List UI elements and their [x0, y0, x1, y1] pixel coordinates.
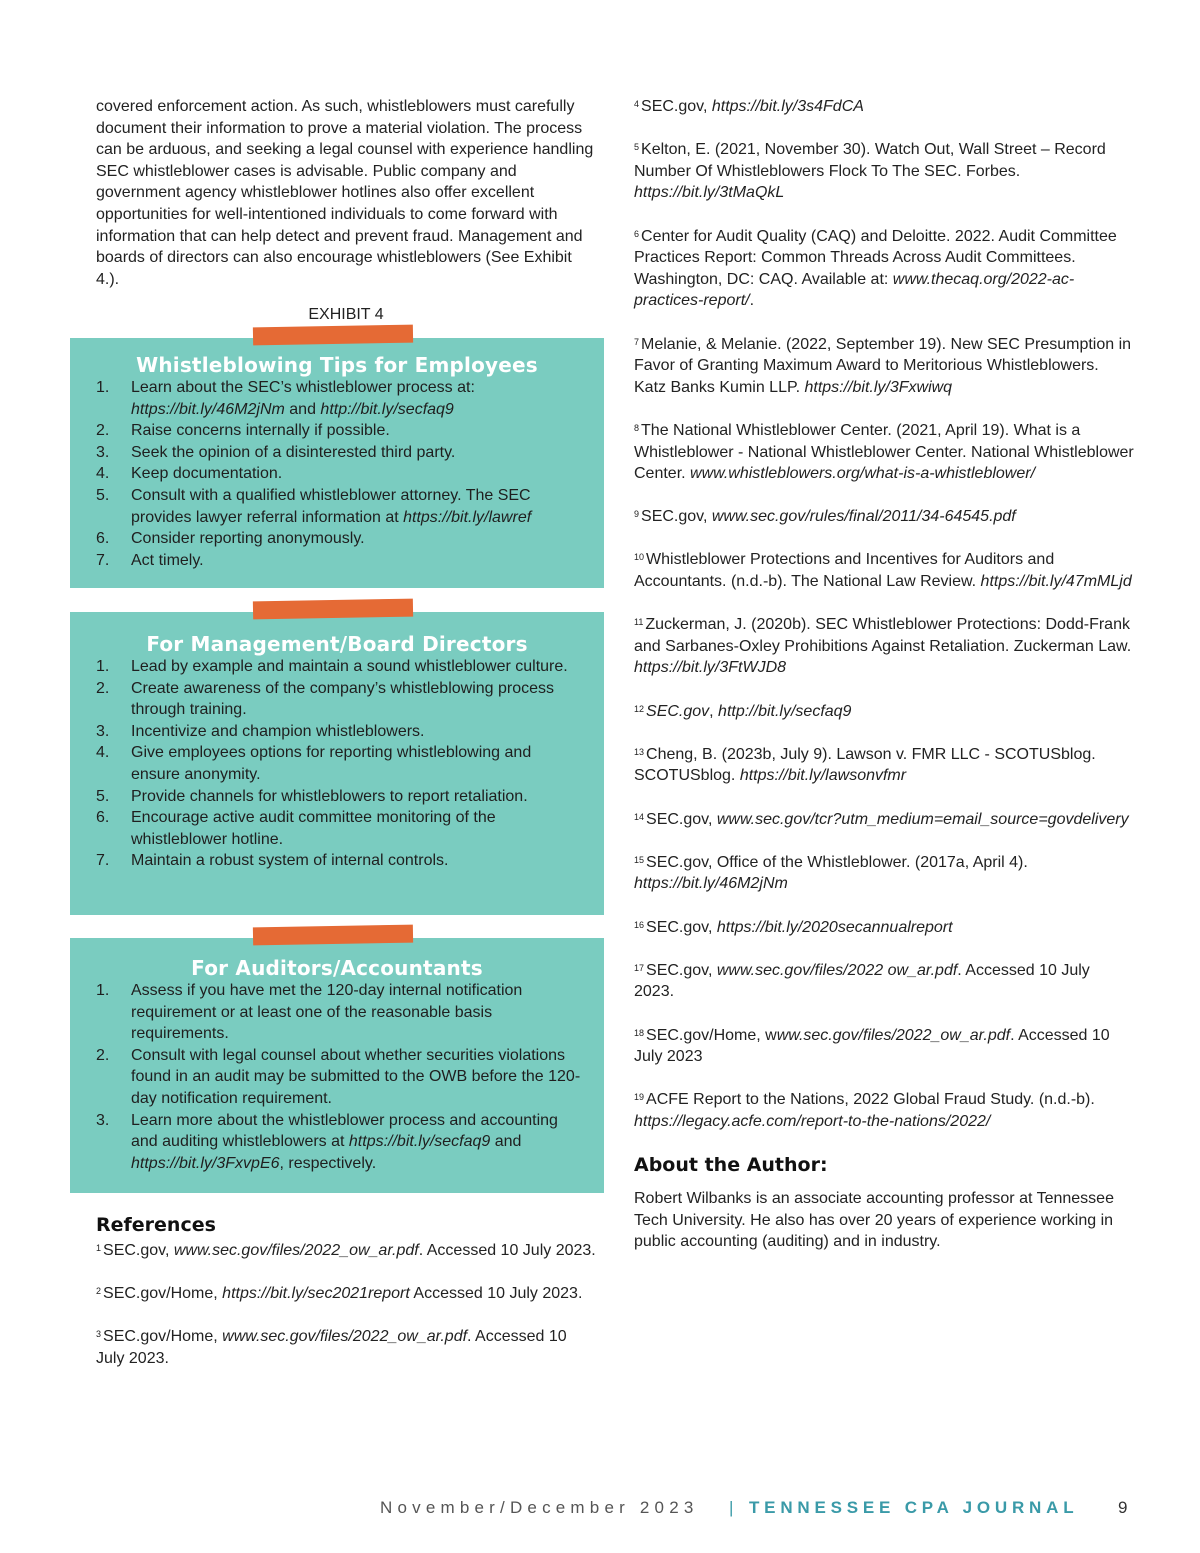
list-item [96, 980, 604, 1045]
journal-name: TENNESSEE CPA JOURNAL [749, 1498, 1079, 1517]
item-text: Learn about the SEC’s whistleblower process at: https://bit.ly/46M2jNm and http://bit.ly/secfaq9 [131, 379, 475, 418]
reference-text: SEC.gov/Home, www.sec.gov/files/2022_ow_ar.pdf. Accessed 10 July 2023. [96, 1328, 567, 1367]
list-item [96, 786, 604, 808]
reference-entry [634, 139, 1134, 204]
issue-date: November/December 2023 [380, 1498, 699, 1517]
reference-entry [634, 614, 1134, 679]
reference-text: SEC.gov/Home, https://bit.ly/sec2021report Accessed 10 July 2023. [103, 1285, 583, 1303]
reference-number: 12 [634, 703, 645, 714]
item-number: 6. [96, 809, 110, 827]
reference-text: SEC.gov, www.sec.gov/files/2022_ow_ar.pdf. Accessed 10 July 2023. [103, 1242, 596, 1259]
item-text: Incentivize and champion whistleblowers. [131, 722, 425, 740]
reference-text: ACFE Report to the Nations, 2022 Global Fraud Study. (n.d.-b). https://legacy.acfe.com/report-to-the-nations/2022/ [634, 1091, 1095, 1130]
list-item [96, 850, 604, 872]
reference-number: 8 [634, 422, 640, 433]
item-text: Assess if you have met the 120-day internal notification requirement or at least one of the reasonable basis requirements. [131, 982, 523, 1043]
item-number: 7. [96, 852, 110, 870]
item-text: Maintain a robust system of internal controls. [131, 852, 449, 870]
reference-number: 14 [634, 811, 645, 822]
list-item [96, 442, 604, 464]
reference-text: SEC.gov, www.sec.gov/tcr?utm_medium=email_source=govdelivery [646, 810, 1129, 828]
reference-entry [634, 334, 1134, 399]
item-number: 2. [96, 1046, 110, 1064]
reference-entry [634, 701, 1134, 723]
reference-entry [634, 917, 1134, 939]
references-list-continued [634, 96, 1134, 1133]
reference-text: Kelton, E. (2021, November 30). Watch Out, Wall Street – Record Number Of Whistleblowers Flock To The SEC. Forbes. https://bit.ly/3tMaQkL [634, 141, 1106, 202]
reference-text: Melanie, & Melanie. (2022, September 19). New SEC Presumption in Favor of Granting Maximum Award to Meritorious Whistleblowers. Katz Banks Kumin LLP. https://bit.ly/3Fxwiwq [634, 335, 1132, 396]
reference-entry [96, 1326, 596, 1369]
about-text: Robert Wilbanks is an associate accounting professor at Tennessee Tech University. He also has over 20 years of experience working in public accounting (auditing) and in industry. [634, 1190, 1114, 1251]
reference-text: Cheng, B. (2023b, July 9). Lawson v. FMR LLC - SCOTUSblog. SCOTUSblog. https://bit.ly/lawsonvfmr [634, 745, 1096, 785]
reference-number: 13 [634, 746, 645, 757]
list-item [96, 807, 604, 850]
orange-tab [253, 599, 413, 620]
reference-text: SEC.gov, https://bit.ly/2020secannualreport [646, 918, 953, 936]
reference-number: 3 [96, 1329, 102, 1340]
exhibit-label: EXHIBIT 4 [308, 306, 384, 324]
reference-entry [634, 420, 1134, 485]
item-text: Consult with legal counsel about whether securities violations found in an audit may be submitted to the OWB before the 120-day notification requirement. [131, 1046, 581, 1107]
item-number: 7. [96, 551, 110, 569]
reference-number: 19 [634, 1092, 645, 1103]
reference-entry [634, 226, 1134, 312]
item-number: 2. [96, 422, 110, 440]
references-heading: References [96, 1214, 216, 1236]
reference-text: SEC.gov, Office of the Whistleblower. (2017a, April 4). https://bit.ly/46M2jNm [634, 853, 1028, 893]
list-item [96, 678, 604, 721]
item-number: 6. [96, 530, 110, 548]
reference-entry [634, 96, 1134, 118]
employee-tips-box [70, 338, 604, 588]
page-number: 9 [1118, 1498, 1128, 1517]
item-number: 3. [96, 722, 110, 740]
item-text: Act timely. [131, 551, 204, 569]
reference-number: 4 [634, 99, 640, 109]
tips-list [70, 656, 604, 872]
reference-entry [634, 549, 1134, 592]
reference-text: SEC.gov, https://bit.ly/3s4FdCA [641, 98, 864, 115]
item-number: 1. [96, 658, 110, 675]
list-item [96, 721, 604, 743]
reference-number: 5 [634, 142, 640, 153]
item-number: 4. [96, 465, 110, 483]
list-item [96, 742, 604, 785]
reference-entry [634, 506, 1134, 528]
list-item [96, 528, 604, 550]
item-number: 2. [96, 679, 110, 697]
box-title: For Management/Board Directors [146, 632, 528, 656]
item-number: 1. [96, 982, 110, 999]
item-number: 4. [96, 744, 110, 762]
item-text: Give employees options for reporting whistleblowing and ensure anonymity. [131, 744, 532, 783]
page-footer [0, 1498, 1200, 1522]
reference-entry [96, 1283, 596, 1305]
reference-number: 2 [96, 1286, 102, 1297]
item-number: 3. [96, 1111, 110, 1129]
reference-entry [634, 960, 1134, 1003]
reference-text: Whistleblower Protections and Incentives for Auditors and Accountants. (n.d.-b). The National Law Review. https://bit.ly/47mMLjd [634, 551, 1132, 591]
reference-number: 1 [96, 1243, 102, 1253]
item-text: Lead by example and maintain a sound whistleblower culture. [131, 658, 568, 675]
reference-entry [634, 852, 1134, 895]
box-title: Whistleblowing Tips for Employees [136, 353, 538, 377]
item-number: 3. [96, 443, 110, 461]
item-text: Consult with a qualified whistleblower attorney. The SEC provides lawyer referral information at https://bit.ly/lawref [131, 486, 532, 526]
reference-text: SEC.gov, http://bit.ly/secfaq9 [646, 702, 852, 720]
reference-entry [634, 1089, 1134, 1132]
box-title: For Auditors/Accountants [191, 956, 483, 980]
list-item [96, 656, 604, 678]
reference-entry [634, 809, 1134, 831]
tips-list [70, 377, 604, 571]
auditor-tips-box [70, 938, 604, 1193]
reference-text: Zuckerman, J. (2020b). SEC Whistleblower Protections: Dodd-Frank and Sarbanes-Oxley Prohibitions Against Retaliation. Zuckerman Law. https://bit.ly/3FtWJD8 [634, 616, 1132, 677]
tips-list [70, 980, 604, 1174]
right-column [634, 96, 1134, 1253]
reference-text: SEC.gov/Home, www.sec.gov/files/2022_ow_ar.pdf. Accessed 10 July 2023 [634, 1026, 1110, 1066]
list-item [96, 485, 604, 528]
reference-text: SEC.gov, www.sec.gov/files/2022 ow_ar.pdf. Accessed 10 July 2023. [634, 961, 1090, 1001]
reference-number: 10 [634, 552, 645, 563]
about-heading: About the Author: [634, 1154, 828, 1177]
reference-number: 6 [634, 228, 640, 239]
orange-tab [253, 925, 413, 946]
left-column [96, 96, 596, 326]
references-list [96, 1240, 596, 1370]
reference-number: 7 [634, 336, 640, 347]
intro-paragraph: covered enforcement action. As such, whistleblowers must carefully document their information to prove a material violation. The process can be arduous, and seeking a legal counsel with experience handling SEC whistleblower cases is advisable. Public company and government agency whistleblower hotlines also offer excellent opportunities for well-intentioned individuals to come forward with information that can help detect and prevent fraud. Management and boards of directors can also encourage whistleblowers (See Exhibit 4.). [96, 98, 594, 288]
footer-separator: | [729, 1498, 734, 1517]
item-text: Seek the opinion of a disinterested third party. [131, 443, 456, 461]
item-text: Encourage active audit committee monitoring of the whistleblower hotline. [131, 809, 496, 848]
reference-entry [96, 1240, 596, 1262]
list-item [96, 550, 604, 572]
reference-text: SEC.gov, www.sec.gov/rules/final/2011/34-64545.pdf [641, 508, 1016, 526]
item-text: Create awareness of the company’s whistleblowing process through training. [131, 679, 555, 719]
item-text: Consider reporting anonymously. [131, 530, 365, 548]
orange-tab [253, 325, 413, 346]
list-item [96, 420, 604, 442]
reference-text: Center for Audit Quality (CAQ) and Deloitte. 2022. Audit Committee Practices Report: Common Threads Across Audit Committees. Washington, DC: CAQ. Available at: www.thecaq.org/2022-ac-practices-report/. [634, 227, 1117, 310]
reference-number: 17 [634, 962, 645, 973]
item-text: Provide channels for whistleblowers to report retaliation. [131, 787, 528, 805]
item-number: 5. [96, 787, 110, 805]
list-item [96, 463, 604, 485]
reference-number: 9 [634, 509, 640, 520]
item-number: 5. [96, 486, 110, 504]
reference-entry [634, 744, 1134, 787]
item-text: Raise concerns internally if possible. [131, 422, 390, 440]
list-item [96, 1045, 604, 1110]
reference-number: 18 [634, 1027, 645, 1038]
management-tips-box [70, 612, 604, 915]
references-section [96, 1214, 596, 1391]
reference-number: 16 [634, 919, 645, 930]
list-item [96, 377, 604, 420]
item-number: 1. [96, 379, 110, 396]
reference-text: The National Whistleblower Center. (2021, April 19). What is a Whistleblower - National Whistleblower Center. National Whistleblower Center. www.whistleblowers.org/what-is-a-whistleblower/ [634, 421, 1134, 483]
list-item [96, 1110, 604, 1175]
reference-number: 11 [634, 617, 644, 628]
reference-entry [634, 1025, 1134, 1068]
item-text: Learn more about the whistleblower process and accounting and auditing whistleblowers at https://bit.ly/secfaq9 and https://bit.ly/3FxvpE6, respectively. [131, 1111, 558, 1172]
reference-number: 15 [634, 854, 645, 865]
item-text: Keep documentation. [131, 465, 283, 483]
